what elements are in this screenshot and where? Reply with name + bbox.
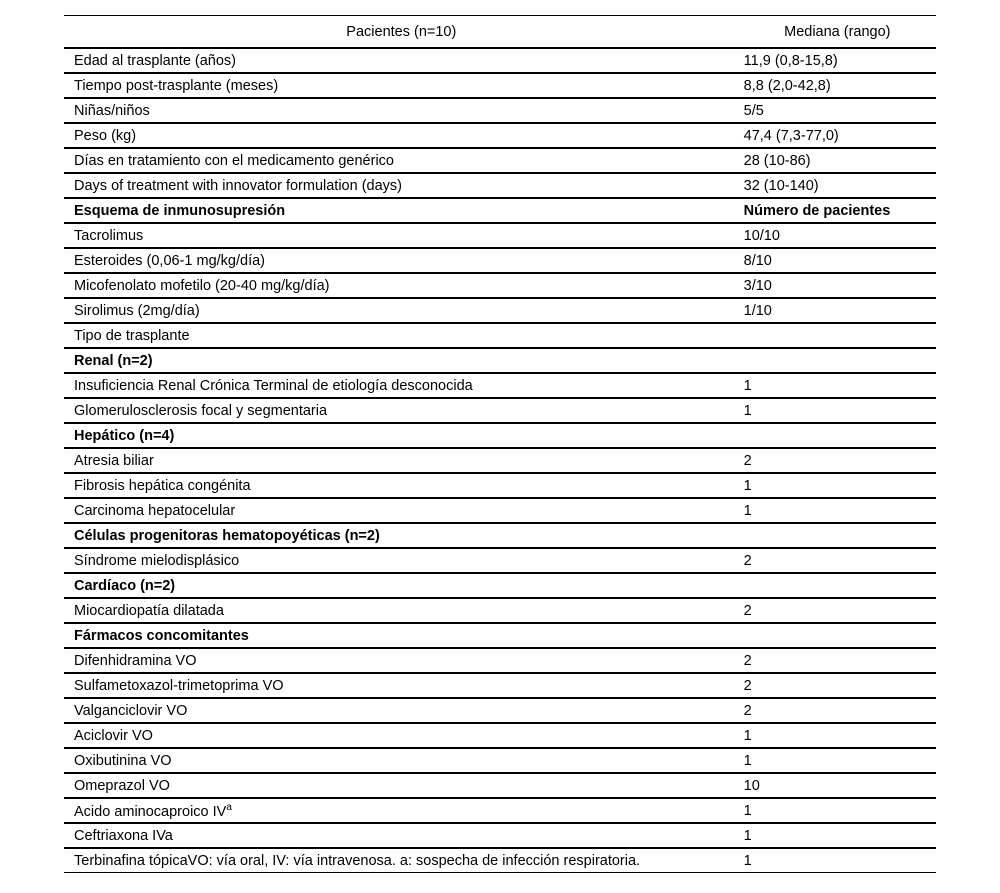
table-row (64, 648, 936, 673)
row-label (64, 173, 739, 198)
table-row (64, 273, 936, 298)
row-label-text: Células progenitoras hematopoyéticas (n=2) (74, 527, 380, 544)
row-label (64, 148, 739, 173)
row-label-text: Acido aminocaproico IV (74, 803, 227, 820)
row-label-text: Carcinoma hepatocelular (74, 502, 236, 519)
row-label-text: Síndrome mielodisplásico (74, 552, 240, 569)
table-section-row (64, 623, 936, 648)
row-label-text: Renal (n=2) (74, 352, 153, 369)
row-label (64, 98, 739, 123)
row-value (739, 623, 936, 648)
row-value: 1 (739, 398, 936, 423)
row-label-text: Edad al trasplante (años) (74, 52, 237, 69)
row-label (64, 223, 739, 248)
row-label (64, 373, 739, 398)
row-label-text: Oxibutinina VO (74, 752, 172, 769)
table-row (64, 673, 936, 698)
row-label (64, 648, 739, 673)
row-label (64, 723, 739, 748)
table-body (64, 48, 936, 873)
row-value: 1 (739, 498, 936, 523)
row-label (64, 73, 739, 98)
row-value (739, 523, 936, 548)
row-value: 1 (739, 723, 936, 748)
row-value: 1 (739, 473, 936, 498)
row-label-text: Days of treatment with innovator formulation (days) (74, 177, 402, 194)
row-label-text: Tipo de trasplante (74, 327, 190, 344)
row-value (739, 573, 936, 598)
table-section-row (64, 423, 936, 448)
row-label (64, 323, 739, 348)
row-value: 2 (739, 698, 936, 723)
table-row (64, 473, 936, 498)
table-row (64, 173, 936, 198)
row-label (64, 48, 739, 73)
header-median-range: Mediana (rango) (739, 16, 936, 49)
row-label (64, 123, 739, 148)
row-label-text: Sulfametoxazol-trimetoprima VO (74, 677, 284, 694)
row-label (64, 598, 739, 623)
row-label (64, 573, 739, 598)
row-value: 11,9 (0,8-15,8) (739, 48, 936, 73)
row-label-text: Esquema de inmunosupresión (74, 202, 286, 219)
table-section-row (64, 198, 936, 223)
row-value: 2 (739, 448, 936, 473)
row-value: 1 (739, 798, 936, 823)
table-row (64, 123, 936, 148)
table-row (64, 598, 936, 623)
row-label (64, 698, 739, 723)
row-label-text: Hepático (n=4) (74, 427, 175, 444)
row-label (64, 273, 739, 298)
row-value: 1 (739, 848, 936, 873)
row-value: 2 (739, 673, 936, 698)
row-label-text: Valganciclovir VO (74, 702, 188, 719)
row-label (64, 473, 739, 498)
row-label (64, 673, 739, 698)
row-label-text: Sirolimus (2mg/día) (74, 302, 200, 319)
table-row (64, 323, 936, 348)
table-row (64, 248, 936, 273)
row-label (64, 348, 739, 373)
table-row (64, 548, 936, 573)
table-row (64, 298, 936, 323)
row-label (64, 773, 739, 798)
row-value: 5/5 (739, 98, 936, 123)
row-label-text: Días en tratamiento con el medicamento genérico (74, 152, 394, 169)
patients-table (64, 15, 936, 873)
row-value (739, 323, 936, 348)
row-label-text: Glomerulosclerosis focal y segmentaria (74, 402, 328, 419)
table-row (64, 773, 936, 798)
row-label (64, 623, 739, 648)
row-value (739, 423, 936, 448)
table-row (64, 848, 936, 873)
row-value: 10/10 (739, 223, 936, 248)
row-label (64, 798, 739, 823)
table-row (64, 48, 936, 73)
row-label-text: Fármacos concomitantes (74, 627, 249, 644)
row-value: 1 (739, 748, 936, 773)
row-value: 3/10 (739, 273, 936, 298)
footnote-marker: a (226, 801, 232, 813)
table-row (64, 698, 936, 723)
table-row (64, 398, 936, 423)
row-label (64, 548, 739, 573)
row-label-text: Ceftriaxona IVa (74, 827, 173, 844)
row-value: 2 (739, 598, 936, 623)
table-row (64, 448, 936, 473)
row-label (64, 498, 739, 523)
row-label-text: Omeprazol VO (74, 777, 170, 794)
table-header-row (64, 16, 936, 49)
row-value: 32 (10-140) (739, 173, 936, 198)
row-value: Número de pacientes (739, 198, 936, 223)
row-label-text: Difenhidramina VO (74, 652, 197, 669)
row-label (64, 248, 739, 273)
row-label-text: Fibrosis hepática congénita (74, 477, 251, 494)
header-patients: Pacientes (n=10) (64, 16, 739, 49)
table-row (64, 223, 936, 248)
row-value: 8/10 (739, 248, 936, 273)
row-label (64, 298, 739, 323)
row-label (64, 198, 739, 223)
table-section-row (64, 573, 936, 598)
row-label-text: Aciclovir VO (74, 727, 153, 744)
row-label-text: Niñas/niños (74, 102, 150, 119)
row-value: 8,8 (2,0-42,8) (739, 73, 936, 98)
row-label (64, 523, 739, 548)
row-value: 1 (739, 373, 936, 398)
row-value: 10 (739, 773, 936, 798)
table-row (64, 498, 936, 523)
row-label-text: Peso (kg) (74, 127, 137, 144)
table-row (64, 148, 936, 173)
table-row (64, 823, 936, 848)
row-label-text: Atresia biliar (74, 452, 154, 469)
row-value: 2 (739, 548, 936, 573)
row-value: 2 (739, 648, 936, 673)
row-value: 1/10 (739, 298, 936, 323)
table-row (64, 798, 936, 823)
row-value: 28 (10-86) (739, 148, 936, 173)
row-label (64, 848, 739, 873)
table-section-row (64, 348, 936, 373)
row-label-text: Tacrolimus (74, 227, 144, 244)
row-value: 1 (739, 823, 936, 848)
row-label (64, 423, 739, 448)
row-label-text: Cardíaco (n=2) (74, 577, 176, 594)
table-row (64, 723, 936, 748)
row-label (64, 398, 739, 423)
row-value: 47,4 (7,3-77,0) (739, 123, 936, 148)
row-label (64, 823, 739, 848)
table-row (64, 373, 936, 398)
row-value (739, 348, 936, 373)
row-label (64, 448, 739, 473)
table-row (64, 748, 936, 773)
row-label-text: Insuficiencia Renal Crónica Terminal de etiología desconocida (74, 377, 473, 394)
row-label-text: Miocardiopatía dilatada (74, 602, 224, 619)
table-section-row (64, 523, 936, 548)
table-row (64, 73, 936, 98)
table-row (64, 98, 936, 123)
row-label-text: Terbinafina tópicaVO: vía oral, IV: vía intravenosa. a: sospecha de infección respiratoria. (74, 852, 641, 869)
row-label-text: Tiempo post-trasplante (meses) (74, 77, 279, 94)
row-label-text: Micofenolato mofetilo (20-40 mg/kg/día) (74, 277, 330, 294)
row-label-text: Esteroides (0,06-1 mg/kg/día) (74, 252, 266, 269)
row-label (64, 748, 739, 773)
